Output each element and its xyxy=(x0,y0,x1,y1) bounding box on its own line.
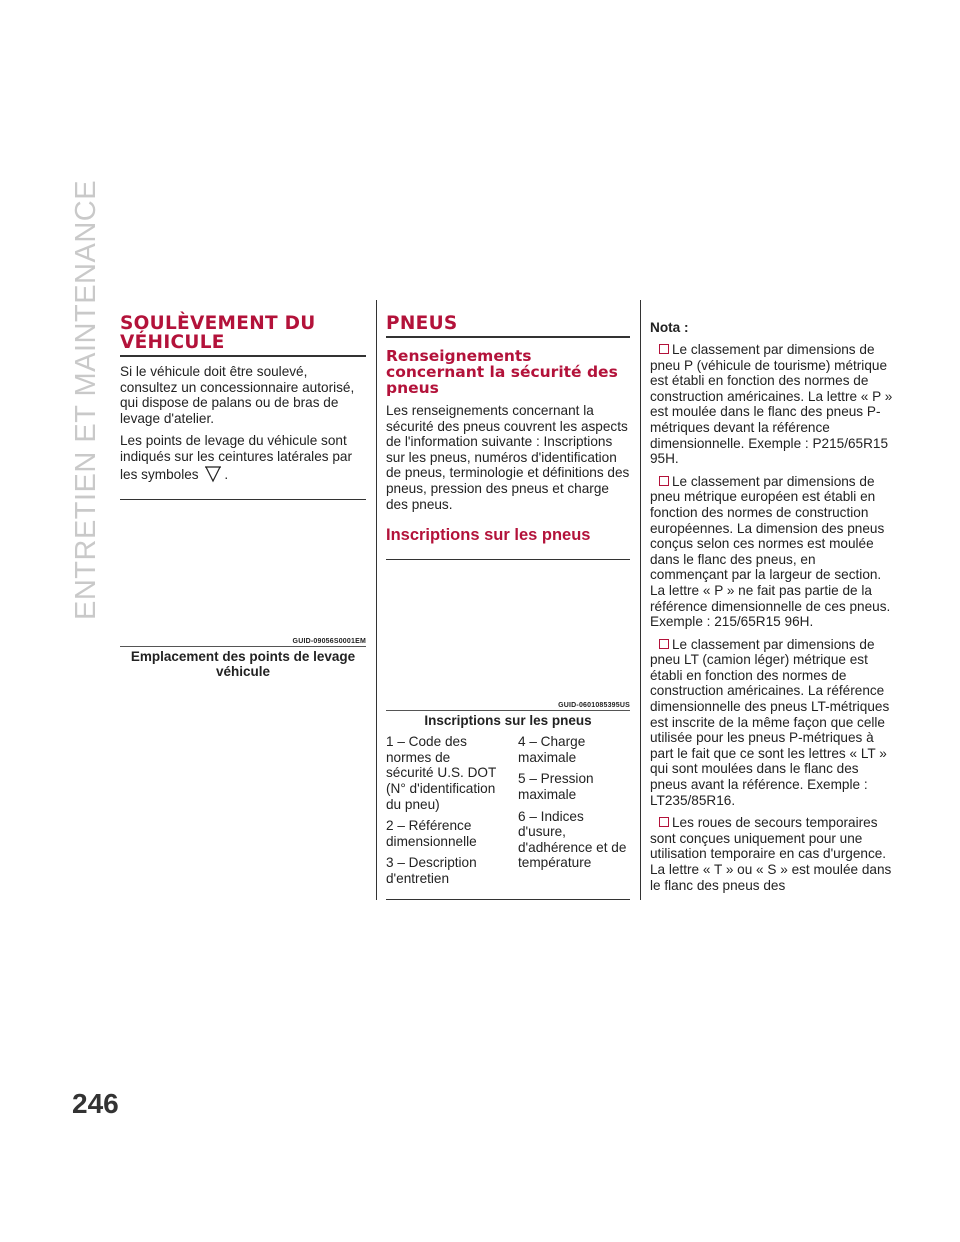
column-divider xyxy=(640,300,641,900)
legend-divider xyxy=(386,899,630,900)
checkbox-bullet-icon xyxy=(659,344,669,354)
legend-column-right xyxy=(518,734,630,892)
legend-item: 1 – Code des normes de sécurité U.S. DOT (N° d'identification du pneu) xyxy=(386,734,497,812)
lift-point-triangle-icon xyxy=(204,465,222,483)
section-side-title xyxy=(70,179,102,640)
nota-label: Nota : xyxy=(650,320,689,335)
figure-id: GUID-09056S0001EM xyxy=(120,638,366,647)
paragraph: Les renseignements concernant la sécurité des pneus couvrent les aspects de l'information suivante : Inscriptions sur les pneus, numéros d'identification de pneus, terminologie et définitions des pneus, pression des pneus et charge des pneus. xyxy=(386,403,630,512)
column-lifting xyxy=(120,300,366,679)
checkbox-bullet-icon xyxy=(659,476,669,486)
section-side-title-text: ENTRETIEN ET MAINTENANCE xyxy=(70,179,102,620)
figure-tire-markings xyxy=(386,559,630,702)
figure-id: GUID-0601085395US xyxy=(386,702,630,711)
legend-item: 6 – Indices d'usure, d'adhérence et de température xyxy=(518,808,627,871)
subheading-tire-markings: Inscriptions sur les pneus xyxy=(386,526,591,545)
paragraph: Si le véhicule doit être soulevé, consultez un concessionnaire autorisé, qui dispose de palans ou de bras de levage d'atelier. xyxy=(120,364,355,426)
legend-column-left xyxy=(386,734,498,892)
paragraph: Les points de levage du véhicule sont indiqués sur les ceintures latérales par les symboles . xyxy=(120,433,352,482)
heading-tires: PNEUS xyxy=(386,314,630,338)
heading-lifting: SOULÈVEMENT DU VÉHICULE xyxy=(120,314,366,357)
column-divider xyxy=(376,300,377,900)
figure-caption: Inscriptions sur les pneus xyxy=(424,713,592,729)
legend-item: 4 – Charge maximale xyxy=(518,734,586,765)
legend-item: 5 – Pression maximale xyxy=(518,771,594,802)
column-nota xyxy=(650,300,896,893)
figure-lifting-points xyxy=(120,499,366,638)
checkbox-bullet-icon xyxy=(659,639,669,649)
checkbox-bullet-icon xyxy=(659,817,669,827)
legend-item: 3 – Description d'entretien xyxy=(386,855,477,886)
note-bullet: Les roues de secours temporaires sont conçues uniquement pour une utilisation temporaire en cas d'urgence. La lettre « T » ou « S » est moulée dans le flanc des pneus des xyxy=(650,815,892,893)
note-bullet: Le classement par dimensions de pneu métrique européen est établi en fonction des normes de construction européennes. La dimension des pneus conçus selon ces normes est moulée dans le flanc des pneus, en commençant par la largeur de section. La lettre « P » ne fait pas partie de la référence dimensionnelle de ces pneus. Exemple : 215/65R15 96H. xyxy=(650,473,891,630)
note-bullet: Le classement par dimensions de pneu LT (camion léger) métrique est établi en fonction des normes de construction américaines. La référence dimensionnelle des pneus LT-métriques est inscrite de la même façon que celle utilisée pour les pneus P-métriques à part le fait que ce sont les lettres « LT » qui sont moulées dans le flanc des pneus avant la référence. Exemple : LT235/85R16. xyxy=(650,636,890,808)
note-bullet: Le classement par dimensions de pneu P (véhicule de tourisme) métrique est établi en fonction des normes de construction américaines. La lettre « P » est moulée dans le flanc des pneus P-métriques devant la référence dimensionnelle. Exemple : P215/65R15 95H. xyxy=(650,342,893,467)
page-number: 246 xyxy=(72,1088,119,1119)
column-tires xyxy=(386,300,630,900)
figure-legend xyxy=(386,734,630,892)
subheading-tire-safety: Renseignements concernant la sécurité des pneus xyxy=(386,347,618,397)
figure-caption: Emplacement des points de levage véhicule xyxy=(130,648,356,679)
legend-item: 2 – Référence dimensionnelle xyxy=(386,818,477,849)
